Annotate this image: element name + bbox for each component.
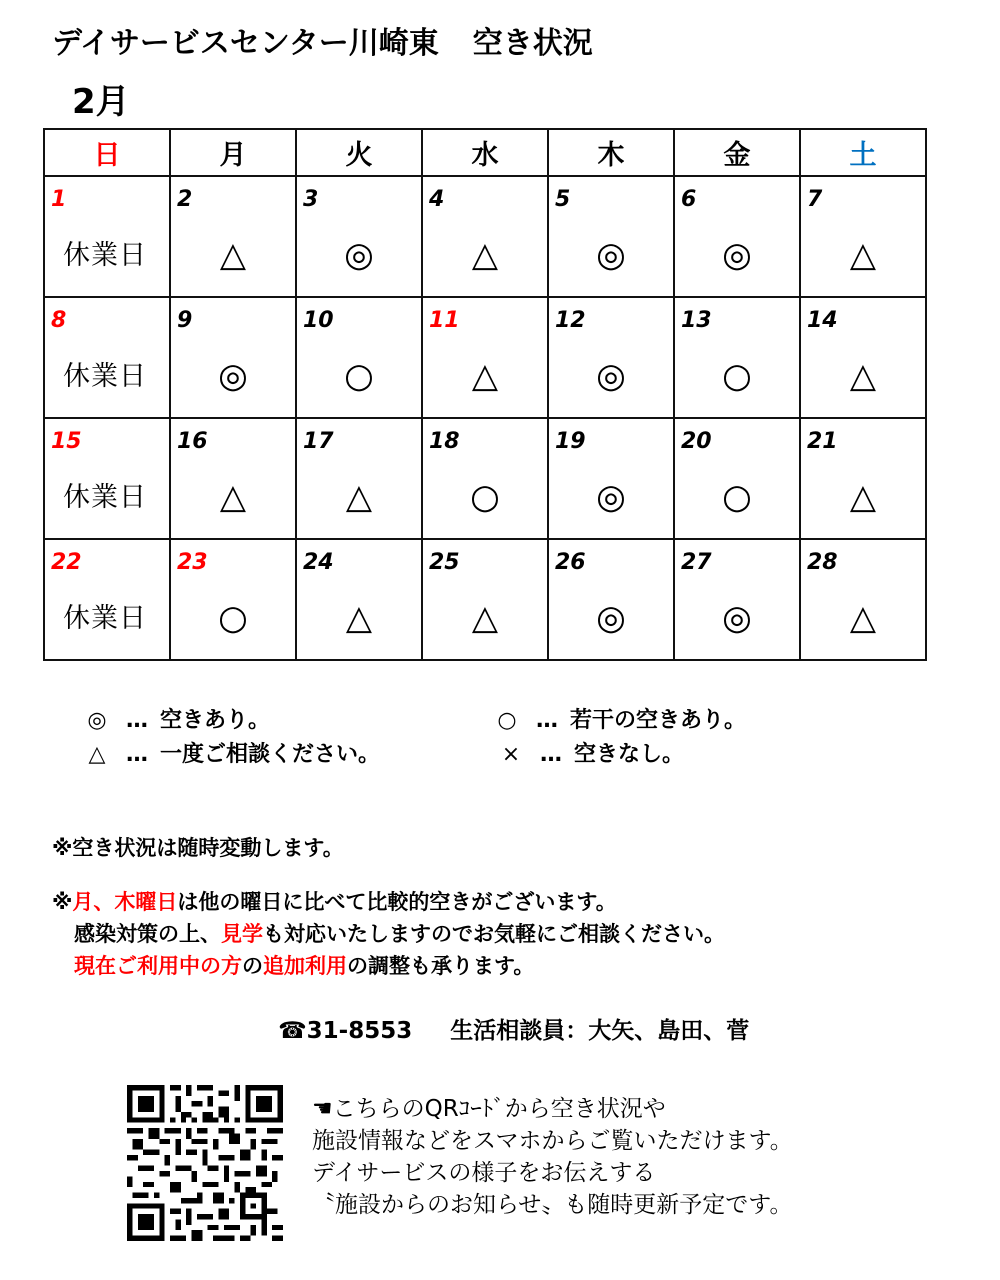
calendar-day-cell <box>44 297 170 418</box>
calendar-day-cell <box>674 176 800 297</box>
weekday-tue: 火 <box>296 129 422 176</box>
day-number: 11 <box>429 308 460 333</box>
calendar-day-cell <box>44 539 170 660</box>
calendar-day-cell <box>296 297 422 418</box>
calendar-day-cell <box>296 539 422 660</box>
day-number: 7 <box>807 187 823 212</box>
day-number: 19 <box>555 429 586 454</box>
closed-day-label: 休業日 <box>63 603 147 634</box>
note-availability-changes: ※空き状況は随時変動します。 <box>52 836 344 860</box>
qr-text-line: デイサービスの様子をお伝えする <box>312 1160 656 1186</box>
day-number: 16 <box>177 429 208 454</box>
day-number: 26 <box>555 550 586 575</box>
triangle-icon: △ <box>471 235 499 275</box>
facility-name: デイサービスセンター川崎東 <box>52 26 439 61</box>
availability-label: 空き状況 <box>472 26 593 61</box>
triangle-icon: △ <box>471 356 499 396</box>
calendar-day-cell <box>674 297 800 418</box>
qr-code[interactable] <box>127 1085 283 1241</box>
highlight-additional-use: 追加利用 <box>263 954 347 978</box>
day-number: 23 <box>177 550 208 575</box>
legend-item-consult <box>80 740 380 770</box>
legend-item-few <box>490 706 746 736</box>
day-number: 17 <box>303 429 334 454</box>
qr-description <box>312 1093 793 1221</box>
double-circle-icon: ◎ <box>596 356 626 396</box>
note-text: も対応いたしますのでお気軽にご相談ください。 <box>263 922 725 946</box>
calendar-day-cell <box>422 418 548 539</box>
calendar-day-cell <box>170 297 296 418</box>
qr-text-line: 〝施設からのお知らせ〟も随時更新予定です。 <box>312 1192 793 1218</box>
note-text: の <box>242 954 263 978</box>
calendar-day-cell <box>170 539 296 660</box>
closed-day-label: 休業日 <box>63 482 147 513</box>
triangle-icon: △ <box>849 356 877 396</box>
day-number: 3 <box>303 187 319 212</box>
note-additional-use <box>74 950 534 982</box>
calendar-day-cell <box>422 297 548 418</box>
day-number: 5 <box>555 187 571 212</box>
weekday-mon: 月 <box>170 129 296 176</box>
weekday-thu: 木 <box>548 129 674 176</box>
triangle-icon: △ <box>219 477 247 517</box>
day-number: 20 <box>681 429 712 454</box>
double-circle-icon: ◎ <box>722 235 752 275</box>
ellipsis: … <box>540 742 562 767</box>
weekday-sun: 日 <box>44 129 170 176</box>
triangle-icon: △ <box>849 235 877 275</box>
day-number: 14 <box>807 308 838 333</box>
triangle-icon: △ <box>849 598 877 638</box>
day-number: 4 <box>429 187 445 212</box>
circle-icon: ○ <box>722 356 752 396</box>
triangle-icon: △ <box>219 235 247 275</box>
calendar-day-cell <box>422 539 548 660</box>
highlight-tour: 見学 <box>221 922 263 946</box>
day-number: 10 <box>303 308 334 333</box>
day-number: 18 <box>429 429 460 454</box>
triangle-icon: △ <box>88 742 106 767</box>
note-text: 感染対策の上、 <box>74 922 221 946</box>
note-mark: ※ <box>52 890 73 914</box>
legend-item-full <box>494 740 684 770</box>
calendar-day-cell <box>548 539 674 660</box>
calendar-day-cell <box>800 539 926 660</box>
note-text: は他の曜日に比べて比較的空きがございます。 <box>177 890 617 914</box>
weekday-wed: 水 <box>422 129 548 176</box>
calendar-day-cell <box>548 297 674 418</box>
closed-day-label: 休業日 <box>63 361 147 392</box>
double-circle-icon: ◎ <box>596 598 626 638</box>
note-text: の調整も承ります。 <box>347 954 535 978</box>
calendar-day-cell <box>422 176 548 297</box>
legend-text: 若干の空きあり。 <box>570 708 747 733</box>
day-number: 28 <box>807 550 838 575</box>
circle-icon: ○ <box>722 477 752 517</box>
ellipsis: … <box>126 708 148 733</box>
circle-icon: ○ <box>344 356 374 396</box>
highlight-current-users: 現在ご利用中の方 <box>74 954 242 978</box>
ellipsis: … <box>126 742 148 767</box>
qr-text-line: 施設情報などをスマホからご覧いただけます。 <box>312 1128 793 1154</box>
day-number: 24 <box>303 550 334 575</box>
page-title <box>52 24 593 64</box>
calendar-day-cell <box>800 418 926 539</box>
contact-line <box>278 1012 749 1045</box>
ellipsis: … <box>536 708 558 733</box>
day-number: 9 <box>177 308 193 333</box>
calendar-day-cell <box>800 176 926 297</box>
double-circle-icon: ◎ <box>722 598 752 638</box>
day-number: 1 <box>51 187 67 212</box>
availability-calendar <box>43 128 927 661</box>
note-tour <box>74 918 725 950</box>
double-circle-icon: ◎ <box>596 235 626 275</box>
double-circle-icon: ◎ <box>596 477 626 517</box>
month-label: 2月 <box>72 82 130 122</box>
qr-text-line: ☚こちらのQRｺｰﾄﾞから空き状況や <box>312 1096 666 1122</box>
circle-icon: ○ <box>497 708 517 733</box>
calendar-day-cell <box>800 297 926 418</box>
note-mon-thu <box>52 886 617 918</box>
weekday-fri: 金 <box>674 129 800 176</box>
calendar-day-cell <box>548 418 674 539</box>
day-number: 22 <box>51 550 82 575</box>
triangle-icon: △ <box>471 598 499 638</box>
day-number: 12 <box>555 308 586 333</box>
calendar-day-cell <box>296 176 422 297</box>
day-number: 8 <box>51 308 67 333</box>
circle-icon: ○ <box>470 477 500 517</box>
calendar-day-cell <box>44 418 170 539</box>
legend-item-available <box>80 706 270 736</box>
day-number: 6 <box>681 187 697 212</box>
legend-text: 空きなし。 <box>574 742 685 767</box>
day-number: 21 <box>807 429 838 454</box>
cross-icon: × <box>501 742 521 767</box>
weekday-header-row <box>44 129 926 176</box>
calendar-week-row <box>44 297 926 418</box>
calendar-day-cell <box>548 176 674 297</box>
qr-code-graphic <box>127 1085 283 1241</box>
calendar-day-cell <box>296 418 422 539</box>
double-circle-icon: ◎ <box>87 708 107 733</box>
highlight-mon-thu: 月、木曜日 <box>72 890 178 914</box>
day-number: 2 <box>177 187 193 212</box>
calendar-day-cell <box>170 176 296 297</box>
legend-text: 空きあり。 <box>160 708 271 733</box>
day-number: 25 <box>429 550 460 575</box>
calendar-day-cell <box>674 418 800 539</box>
triangle-icon: △ <box>345 477 373 517</box>
phone-icon: ☎ <box>278 1018 307 1044</box>
day-number: 15 <box>51 429 82 454</box>
calendar-week-row <box>44 418 926 539</box>
calendar-day-cell <box>44 176 170 297</box>
circle-icon: ○ <box>218 598 248 638</box>
double-circle-icon: ◎ <box>344 235 374 275</box>
triangle-icon: △ <box>849 477 877 517</box>
day-number: 13 <box>681 308 712 333</box>
day-number: 27 <box>681 550 712 575</box>
closed-day-label: 休業日 <box>63 240 147 271</box>
phone-number[interactable]: 31-8553 <box>306 1018 413 1044</box>
triangle-icon: △ <box>345 598 373 638</box>
staff-names: 生活相談員：大矢、島田、菅 <box>450 1018 750 1044</box>
legend-text: 一度ご相談ください。 <box>160 742 381 767</box>
double-circle-icon: ◎ <box>218 356 248 396</box>
calendar-week-row <box>44 176 926 297</box>
weekday-sat: 土 <box>800 129 926 176</box>
calendar-day-cell <box>170 418 296 539</box>
calendar-week-row <box>44 539 926 660</box>
calendar-day-cell <box>674 539 800 660</box>
